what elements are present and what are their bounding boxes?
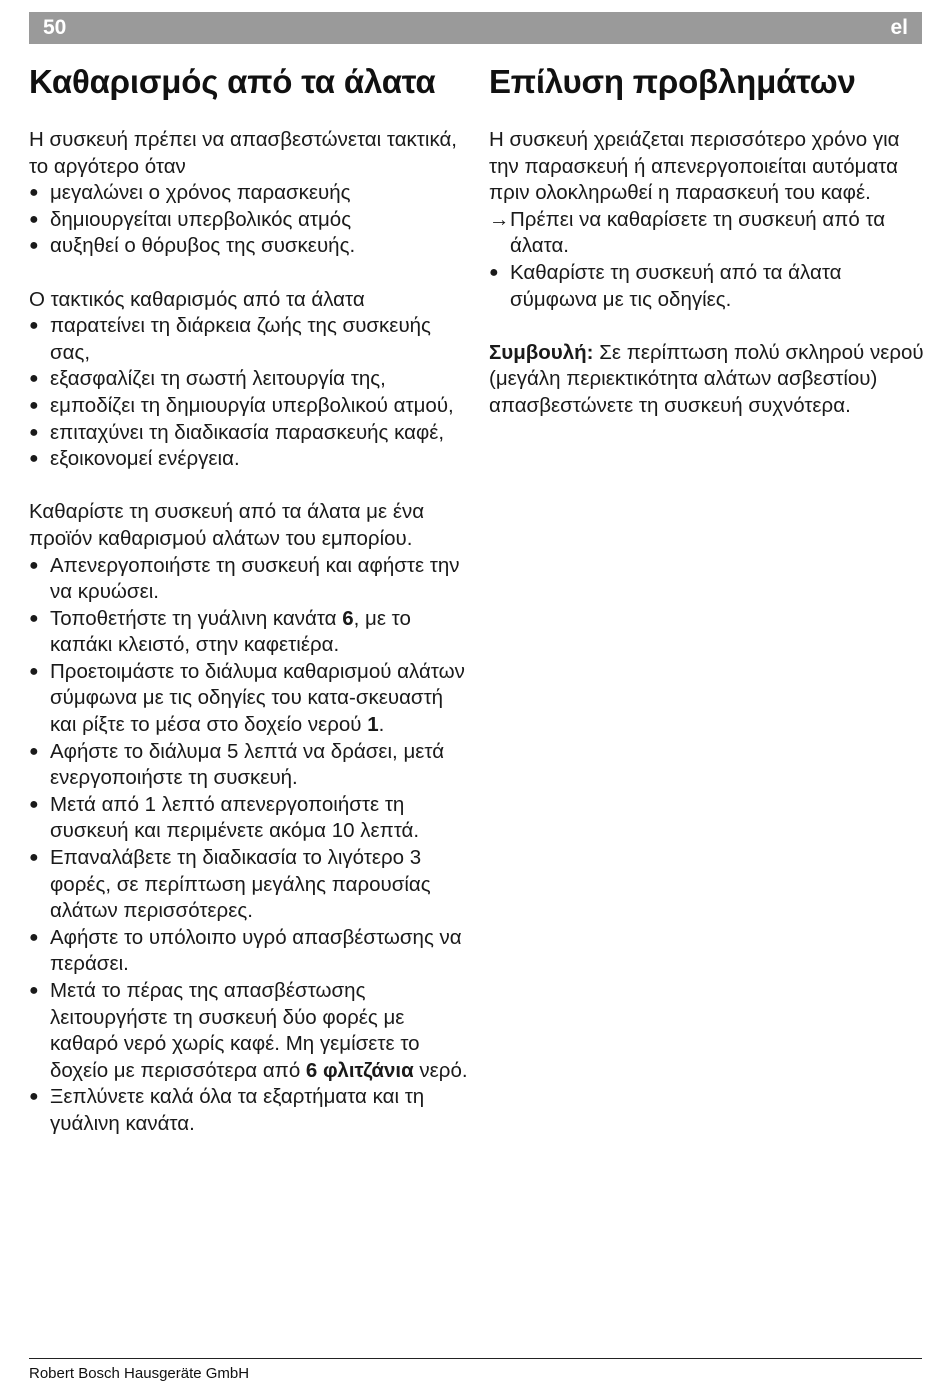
descaling-product-intro: Καθαρίστε τη συσκευή από τα άλατα με ένα προϊόν καθαρισμού αλάτων του εμπορίου.	[29, 500, 425, 550]
right-column	[489, 62, 929, 420]
list-item: ● αυξηθεί ο θόρυβος της συσκευής.	[29, 233, 469, 260]
descaling-title: Καθαρισμός από τα άλατα	[29, 63, 436, 100]
step-item: ● Απενεργοποιήστε τη συσκευή και αφήστε την να κρυώσει.	[29, 553, 469, 606]
page-header-bar	[29, 12, 922, 44]
troubleshooting-title: Επίλυση προβλημάτων	[489, 63, 856, 100]
tip-text: Σε περίπτωση πολύ σκληρού νερού (μεγάλη περιεκτικότητα αλάτων ασβεστίου) απασβεστώνετε τη συσκευή συχνότερα.	[489, 340, 924, 417]
list-item: ● επιταχύνει τη διαδικασία παρασκευής καφέ,	[29, 420, 469, 447]
descaling-steps-list	[29, 553, 469, 1138]
descaling-benefits-intro: Ο τακτικός καθαρισμός από τα άλατα	[29, 287, 365, 311]
cause-row	[489, 207, 929, 260]
page-number: 50	[43, 16, 67, 39]
descaling-when-list	[29, 180, 469, 260]
step-item: ● Επαναλάβετε τη διαδικασία το λιγότερο 3 φορές, σε περίπτωση μεγάλης παρουσίας αλάτων περισσότερες.	[29, 845, 469, 925]
step-item: ● Ξεπλύνετε καλά όλα τα εξαρτήματα και τη γυάλινη κανάτα.	[29, 1084, 469, 1137]
arrow-right-icon: →	[489, 207, 510, 231]
part-number: 1	[367, 713, 379, 737]
list-item: ● μεγαλώνει ο χρόνος παρασκευής	[29, 180, 469, 207]
list-item: ● εξασφαλίζει τη σωστή λειτουργία της,	[29, 366, 469, 393]
left-column	[29, 62, 469, 1138]
remedy-list	[489, 260, 929, 313]
list-item: ● εξοικονομεί ενέργεια.	[29, 446, 469, 473]
cause-text: Πρέπει να καθαρίσετε τη συσκευή από τα άλατα.	[510, 207, 886, 258]
part-number: 6	[342, 606, 354, 630]
tip-paragraph	[489, 340, 929, 420]
footer-divider	[29, 1358, 922, 1359]
language-code: el	[890, 16, 908, 39]
step-item: ● Προετοιμάστε το διάλυμα καθαρισμού αλάτων σύμφωνα με τις οδηγίες του κατα-σκευαστή και ρίξτε το μέσα στο δοχείο νερού 1.	[29, 659, 469, 739]
step-item: ● Αφήστε το διάλυμα 5 λεπτά να δράσει, μετά ενεργοποιήστε τη συσκευή.	[29, 739, 469, 792]
footer-company: Robert Bosch Hausgeräte GmbH	[29, 1365, 250, 1382]
list-item: ● εμποδίζει τη δημιουργία υπερβολικού ατμού,	[29, 393, 469, 420]
step-item: ● Αφήστε το υπόλοιπο υγρό απασβέστωσης να περάσει.	[29, 925, 469, 978]
cup-count: 6 φλιτζάνια	[305, 1058, 414, 1082]
remedy-item: ● Καθαρίστε τη συσκευή από τα άλατα σύμφωνα με τις οδηγίες.	[489, 260, 929, 313]
descaling-intro: Η συσκευή πρέπει να απασβεστώνεται τακτικά, το αργότερο όταν	[29, 128, 457, 178]
list-item: ● παρατείνει τη διάρκεια ζωής της συσκευής σας,	[29, 313, 469, 366]
list-item: ● δημιουργείται υπερβολικός ατμός	[29, 207, 469, 234]
descaling-section	[29, 127, 469, 1138]
descaling-benefits-list	[29, 313, 469, 473]
tip-label: Συμβουλή:	[489, 340, 594, 364]
step-item: ● Μετά το πέρας της απασβέστωσης λειτουργήστε τη συσκευή δύο φορές με καθαρό νερό χωρίς καφέ. Μη γεμίσετε το δοχείο με περισσότερα από 6 φλιτζάνια νερό.	[29, 978, 469, 1084]
step-item: ● Μετά από 1 λεπτό απενεργοποιήστε τη συσκευή και περιμένετε ακόμα 10 λεπτά.	[29, 792, 469, 845]
step-item: ● Τοποθετήστε τη γυάλινη κανάτα 6, με το καπάκι κλειστό, στην καφετιέρα.	[29, 606, 469, 659]
troubleshooting-section	[489, 127, 929, 420]
problem-description: Η συσκευή χρειάζεται περισσότερο χρόνο για την παρασκευή ή απενεργοποιείται αυτόματα πριν ολοκληρωθεί η παρασκευή του καφέ.	[489, 128, 900, 205]
